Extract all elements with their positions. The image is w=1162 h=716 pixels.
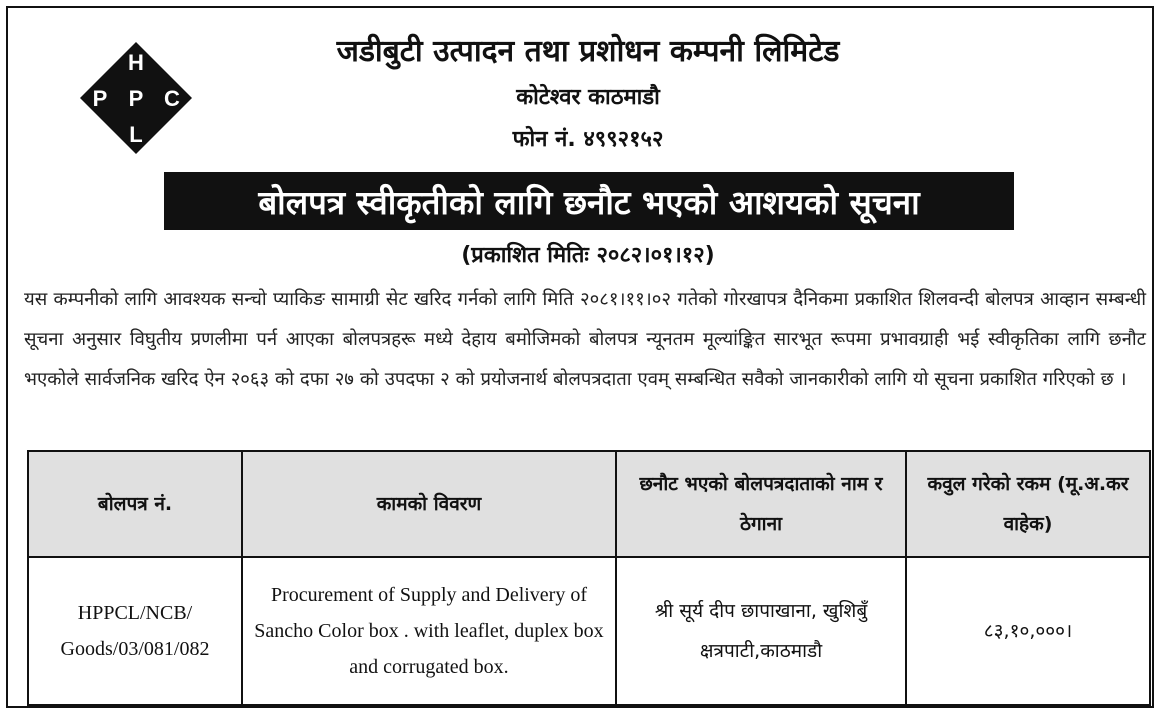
notice-body: यस कम्पनीको लागि आवश्यक सन्चो प्याकिङ सामाग्री सेट खरिद गर्नको लागि मिति २०८१।११।०२ गतेको गोरखापत्र दैनिकमा प्रकाशित शिलवन्दी बोलपत्र आव्हान सम्बन्धी सूचना अनुसार विघुतीय प्रणलीमा पर्न आएका बोलपत्रहरू मध्ये देहाय बमोजिमको बोलपत्र न्यूनतम मूल्यांङ्कित सारभूत रूपमा प्रभावग्राही भई स्वीकृतिका लागि छनौट भएकोले सार्वजनिक खरिद ऐन २०६३ को दफा २७ को उपदफा २ को प्रयोजनार्थ बोलपत्रदाता एवम् सम्बन्धित सवैको जानकारीको लागि यो सूचना प्रकाशित गरिएको छ । — [24, 289, 1146, 390]
header-bidder: छनौट भएको बोलपत्रदाताको नाम र ठेगाना — [616, 451, 906, 557]
logo-letter-top: H — [128, 50, 144, 75]
table-row — [28, 557, 1150, 705]
header-description: कामको विवरण — [242, 451, 616, 557]
hppcl-logo-diamond — [78, 40, 194, 156]
table-header-row — [28, 451, 1150, 557]
logo-letter-bottom: L — [129, 122, 143, 147]
notice-title-banner — [164, 172, 1014, 230]
header-bid-no: बोलपत्र नं. — [28, 451, 242, 557]
company-address: कोटेश्वर काठमाडौ — [516, 85, 660, 110]
company-name: जडीबुटी उत्पादन तथा प्रशोधन कम्पनी लिमिटेड — [336, 34, 840, 69]
notice-title: बोलपत्र स्वीकृतीको लागि छनौट भएको आशयको सूचना — [258, 182, 920, 222]
cell-amount: ८३,१०,०००। — [906, 557, 1150, 705]
cell-bidder: श्री सूर्य दीप छापाखाना, खुशिबुँ क्षत्रपाटी,काठमाडौ — [616, 557, 906, 705]
bid-table — [27, 450, 1151, 706]
published-date: (प्रकाशित मितिः २०८२।०१।१२) — [461, 243, 715, 268]
header-amount: कवुल गरेको रकम (मू.अ.कर वाहेक) — [906, 451, 1150, 557]
notice-page — [6, 6, 1154, 708]
cell-bid-no: HPPCL/NCB/ Goods/03/081/082 — [28, 557, 242, 705]
company-phone: फोन नं. ४९९२१५२ — [512, 127, 664, 152]
logo-letter-right: C — [164, 86, 180, 111]
cell-description: Procurement of Supply and Delivery of Sancho Color box . with leaflet, duplex box and corrugated box. — [242, 557, 616, 705]
logo-letter-center: P — [128, 86, 144, 111]
logo-letter-left: P — [92, 86, 108, 111]
hppcl-logo — [78, 40, 194, 156]
